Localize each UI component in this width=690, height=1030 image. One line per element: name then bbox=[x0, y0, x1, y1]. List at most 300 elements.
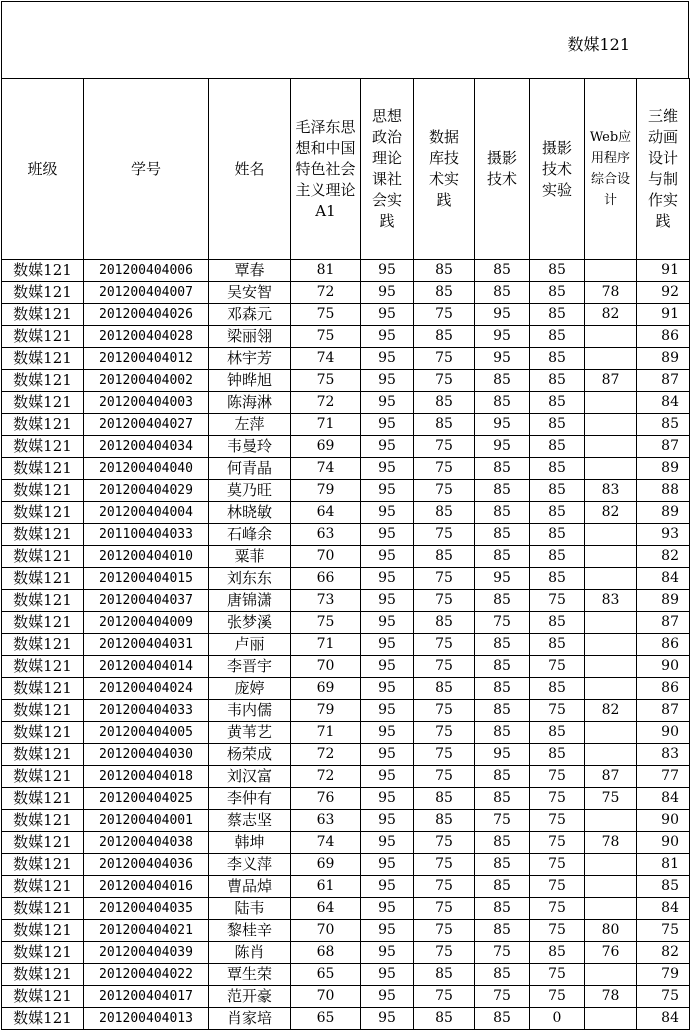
cell-name: 覃春 bbox=[209, 260, 291, 282]
cell-score-photography: 85 bbox=[475, 260, 530, 282]
cell-score-photography-lab: 75 bbox=[530, 898, 585, 920]
cell-score-photography-lab: 75 bbox=[530, 876, 585, 898]
cell-class: 数媒121 bbox=[2, 590, 84, 612]
cell-name: 陈肖 bbox=[209, 942, 291, 964]
cell-score-web-app-design: 82 bbox=[585, 700, 637, 722]
cell-score-mao-theory: 74 bbox=[291, 458, 361, 480]
cell-score-web-app-design: 75 bbox=[585, 788, 637, 810]
header-course-photography-lab: 摄影技术实验 bbox=[530, 79, 585, 260]
cell-score-photography: 85 bbox=[475, 634, 530, 656]
table-row bbox=[2, 876, 690, 898]
cell-name: 莫乃旺 bbox=[209, 480, 291, 502]
table-row bbox=[2, 612, 690, 634]
cell-score-photography-lab: 85 bbox=[530, 568, 585, 590]
cell-score-photography: 95 bbox=[475, 568, 530, 590]
header-course-mao-theory: 毛泽东思想和中国特色社会主义理论A1 bbox=[291, 79, 361, 260]
table-row bbox=[2, 678, 690, 700]
table-row bbox=[2, 458, 690, 480]
cell-score-political-practice: 95 bbox=[361, 898, 414, 920]
cell-score-web-app-design: 80 bbox=[585, 920, 637, 942]
cell-score-photography: 85 bbox=[475, 920, 530, 942]
cell-score-photography: 75 bbox=[475, 810, 530, 832]
cell-score-mao-theory: 64 bbox=[291, 502, 361, 524]
cell-name: 钟晔旭 bbox=[209, 370, 291, 392]
cell-class: 数媒121 bbox=[2, 700, 84, 722]
table-row bbox=[2, 260, 690, 282]
cell-name: 覃生荣 bbox=[209, 964, 291, 986]
cell-score-3d-animation: 83 bbox=[637, 744, 690, 766]
cell-class: 数媒121 bbox=[2, 568, 84, 590]
cell-score-mao-theory: 72 bbox=[291, 766, 361, 788]
cell-score-photography: 85 bbox=[475, 1008, 530, 1030]
cell-score-web-app-design: 82 bbox=[585, 502, 637, 524]
cell-score-3d-animation: 89 bbox=[637, 590, 690, 612]
cell-score-3d-animation: 84 bbox=[637, 898, 690, 920]
cell-score-mao-theory: 71 bbox=[291, 414, 361, 436]
cell-score-database-practice: 75 bbox=[414, 370, 475, 392]
cell-score-photography-lab: 85 bbox=[530, 326, 585, 348]
cell-score-database-practice: 75 bbox=[414, 920, 475, 942]
cell-score-web-app-design bbox=[585, 414, 637, 436]
cell-class: 数媒121 bbox=[2, 480, 84, 502]
cell-score-photography-lab: 85 bbox=[530, 414, 585, 436]
table-row bbox=[2, 524, 690, 546]
cell-score-photography: 95 bbox=[475, 326, 530, 348]
cell-name: 陆韦 bbox=[209, 898, 291, 920]
cell-score-mao-theory: 65 bbox=[291, 964, 361, 986]
cell-score-mao-theory: 75 bbox=[291, 370, 361, 392]
cell-score-database-practice: 75 bbox=[414, 480, 475, 502]
cell-class: 数媒121 bbox=[2, 260, 84, 282]
cell-score-3d-animation: 87 bbox=[637, 700, 690, 722]
cell-score-mao-theory: 81 bbox=[291, 260, 361, 282]
cell-score-political-practice: 95 bbox=[361, 942, 414, 964]
cell-score-mao-theory: 72 bbox=[291, 392, 361, 414]
cell-student-id: 201200404021 bbox=[84, 920, 209, 942]
cell-score-photography-lab: 75 bbox=[530, 810, 585, 832]
cell-score-photography: 85 bbox=[475, 502, 530, 524]
cell-student-id: 201200404002 bbox=[84, 370, 209, 392]
cell-score-photography-lab: 75 bbox=[530, 656, 585, 678]
cell-student-id: 201200404012 bbox=[84, 348, 209, 370]
cell-name: 刘汉富 bbox=[209, 766, 291, 788]
cell-score-photography-lab: 85 bbox=[530, 370, 585, 392]
cell-score-database-practice: 75 bbox=[414, 744, 475, 766]
cell-score-political-practice: 95 bbox=[361, 502, 414, 524]
cell-score-photography-lab: 85 bbox=[530, 348, 585, 370]
cell-score-3d-animation: 86 bbox=[637, 634, 690, 656]
cell-class: 数媒121 bbox=[2, 612, 84, 634]
cell-score-mao-theory: 61 bbox=[291, 876, 361, 898]
cell-name: 左萍 bbox=[209, 414, 291, 436]
cell-class: 数媒121 bbox=[2, 546, 84, 568]
cell-score-political-practice: 95 bbox=[361, 744, 414, 766]
cell-score-database-practice: 75 bbox=[414, 656, 475, 678]
cell-score-database-practice: 85 bbox=[414, 502, 475, 524]
cell-score-web-app-design bbox=[585, 348, 637, 370]
cell-score-political-practice: 95 bbox=[361, 348, 414, 370]
cell-student-id: 201200404030 bbox=[84, 744, 209, 766]
cell-score-photography-lab: 85 bbox=[530, 436, 585, 458]
cell-name: 黄苇艺 bbox=[209, 722, 291, 744]
cell-score-database-practice: 85 bbox=[414, 282, 475, 304]
cell-class: 数媒121 bbox=[2, 788, 84, 810]
cell-name: 韦内儒 bbox=[209, 700, 291, 722]
title-bar bbox=[1, 1, 689, 78]
cell-student-id: 201200404029 bbox=[84, 480, 209, 502]
cell-name: 李义萍 bbox=[209, 854, 291, 876]
table-row bbox=[2, 766, 690, 788]
cell-score-web-app-design bbox=[585, 722, 637, 744]
cell-score-mao-theory: 75 bbox=[291, 612, 361, 634]
cell-score-photography-lab: 75 bbox=[530, 964, 585, 986]
cell-score-web-app-design bbox=[585, 744, 637, 766]
cell-score-political-practice: 95 bbox=[361, 854, 414, 876]
cell-score-web-app-design bbox=[585, 678, 637, 700]
header-course-political-practice: 思想政治理论课社会实践 bbox=[361, 79, 414, 260]
cell-class: 数媒121 bbox=[2, 326, 84, 348]
cell-score-database-practice: 75 bbox=[414, 898, 475, 920]
cell-name: 何青晶 bbox=[209, 458, 291, 480]
cell-score-web-app-design bbox=[585, 546, 637, 568]
table-row bbox=[2, 326, 690, 348]
cell-student-id: 201100404033 bbox=[84, 524, 209, 546]
cell-class: 数媒121 bbox=[2, 898, 84, 920]
cell-score-photography: 95 bbox=[475, 414, 530, 436]
cell-score-web-app-design: 83 bbox=[585, 590, 637, 612]
cell-class: 数媒121 bbox=[2, 722, 84, 744]
cell-name: 唐锦潇 bbox=[209, 590, 291, 612]
cell-score-database-practice: 75 bbox=[414, 524, 475, 546]
table-row bbox=[2, 480, 690, 502]
cell-score-web-app-design: 78 bbox=[585, 282, 637, 304]
cell-score-web-app-design bbox=[585, 524, 637, 546]
cell-score-database-practice: 75 bbox=[414, 458, 475, 480]
cell-score-3d-animation: 89 bbox=[637, 458, 690, 480]
cell-score-mao-theory: 76 bbox=[291, 788, 361, 810]
table-row bbox=[2, 546, 690, 568]
cell-score-database-practice: 75 bbox=[414, 590, 475, 612]
cell-score-database-practice: 85 bbox=[414, 392, 475, 414]
cell-score-database-practice: 85 bbox=[414, 326, 475, 348]
cell-student-id: 201200404017 bbox=[84, 986, 209, 1008]
cell-score-mao-theory: 74 bbox=[291, 832, 361, 854]
cell-score-mao-theory: 63 bbox=[291, 524, 361, 546]
table-row bbox=[2, 568, 690, 590]
cell-score-web-app-design bbox=[585, 568, 637, 590]
cell-score-mao-theory: 70 bbox=[291, 986, 361, 1008]
cell-score-web-app-design bbox=[585, 854, 637, 876]
cell-score-database-practice: 75 bbox=[414, 766, 475, 788]
cell-score-photography: 75 bbox=[475, 612, 530, 634]
table-row bbox=[2, 590, 690, 612]
cell-score-database-practice: 85 bbox=[414, 810, 475, 832]
cell-score-3d-animation: 91 bbox=[637, 260, 690, 282]
cell-student-id: 201200404035 bbox=[84, 898, 209, 920]
cell-score-photography-lab: 85 bbox=[530, 282, 585, 304]
cell-score-web-app-design: 87 bbox=[585, 370, 637, 392]
cell-student-id: 201200404018 bbox=[84, 766, 209, 788]
cell-score-photography-lab: 85 bbox=[530, 678, 585, 700]
cell-student-id: 201200404014 bbox=[84, 656, 209, 678]
table-row bbox=[2, 634, 690, 656]
table-row bbox=[2, 920, 690, 942]
cell-score-database-practice: 85 bbox=[414, 788, 475, 810]
cell-score-photography: 85 bbox=[475, 524, 530, 546]
cell-class: 数媒121 bbox=[2, 436, 84, 458]
cell-student-id: 201200404022 bbox=[84, 964, 209, 986]
cell-name: 杨荣成 bbox=[209, 744, 291, 766]
cell-score-3d-animation: 77 bbox=[637, 766, 690, 788]
cell-name: 刘东东 bbox=[209, 568, 291, 590]
cell-score-political-practice: 95 bbox=[361, 700, 414, 722]
cell-score-photography: 85 bbox=[475, 964, 530, 986]
cell-score-web-app-design: 78 bbox=[585, 986, 637, 1008]
cell-score-mao-theory: 64 bbox=[291, 898, 361, 920]
cell-score-political-practice: 95 bbox=[361, 480, 414, 502]
cell-score-3d-animation: 90 bbox=[637, 810, 690, 832]
cell-score-political-practice: 95 bbox=[361, 546, 414, 568]
cell-score-photography-lab: 85 bbox=[530, 524, 585, 546]
cell-score-web-app-design bbox=[585, 392, 637, 414]
cell-score-web-app-design bbox=[585, 876, 637, 898]
cell-class: 数媒121 bbox=[2, 524, 84, 546]
cell-score-photography-lab: 75 bbox=[530, 590, 585, 612]
cell-score-mao-theory: 72 bbox=[291, 282, 361, 304]
cell-score-photography-lab: 85 bbox=[530, 392, 585, 414]
cell-score-mao-theory: 70 bbox=[291, 920, 361, 942]
cell-score-photography: 95 bbox=[475, 436, 530, 458]
cell-name: 韦曼玲 bbox=[209, 436, 291, 458]
cell-score-3d-animation: 84 bbox=[637, 392, 690, 414]
cell-score-photography: 95 bbox=[475, 744, 530, 766]
cell-score-web-app-design bbox=[585, 458, 637, 480]
cell-score-3d-animation: 87 bbox=[637, 370, 690, 392]
cell-name: 肖家培 bbox=[209, 1008, 291, 1030]
cell-score-political-practice: 95 bbox=[361, 304, 414, 326]
cell-class: 数媒121 bbox=[2, 458, 84, 480]
table-row bbox=[2, 304, 690, 326]
cell-score-photography: 75 bbox=[475, 986, 530, 1008]
header-row bbox=[2, 79, 690, 260]
cell-score-3d-animation: 84 bbox=[637, 1008, 690, 1030]
cell-score-political-practice: 95 bbox=[361, 656, 414, 678]
cell-score-political-practice: 95 bbox=[361, 876, 414, 898]
cell-score-photography: 85 bbox=[475, 722, 530, 744]
header-course-photography: 摄影技术 bbox=[475, 79, 530, 260]
cell-name: 邓森元 bbox=[209, 304, 291, 326]
cell-class: 数媒121 bbox=[2, 942, 84, 964]
cell-score-photography: 85 bbox=[475, 656, 530, 678]
cell-score-3d-animation: 89 bbox=[637, 502, 690, 524]
cell-score-3d-animation: 90 bbox=[637, 656, 690, 678]
cell-name: 吴安智 bbox=[209, 282, 291, 304]
cell-name: 李仲有 bbox=[209, 788, 291, 810]
table-row bbox=[2, 788, 690, 810]
cell-score-3d-animation: 79 bbox=[637, 964, 690, 986]
table-row bbox=[2, 744, 690, 766]
cell-score-photography: 85 bbox=[475, 766, 530, 788]
cell-score-mao-theory: 74 bbox=[291, 348, 361, 370]
cell-score-photography: 95 bbox=[475, 348, 530, 370]
cell-score-political-practice: 95 bbox=[361, 370, 414, 392]
cell-score-mao-theory: 72 bbox=[291, 744, 361, 766]
cell-score-web-app-design bbox=[585, 634, 637, 656]
cell-score-political-practice: 95 bbox=[361, 964, 414, 986]
cell-score-photography: 75 bbox=[475, 942, 530, 964]
table-row bbox=[2, 986, 690, 1008]
cell-score-political-practice: 95 bbox=[361, 260, 414, 282]
cell-score-political-practice: 95 bbox=[361, 414, 414, 436]
cell-score-mao-theory: 63 bbox=[291, 810, 361, 832]
cell-student-id: 201200404001 bbox=[84, 810, 209, 832]
cell-score-political-practice: 95 bbox=[361, 1008, 414, 1030]
cell-score-mao-theory: 79 bbox=[291, 480, 361, 502]
header-name: 姓名 bbox=[209, 79, 291, 260]
cell-class: 数媒121 bbox=[2, 678, 84, 700]
cell-student-id: 201200404025 bbox=[84, 788, 209, 810]
cell-score-photography-lab: 75 bbox=[530, 986, 585, 1008]
cell-score-political-practice: 95 bbox=[361, 832, 414, 854]
cell-score-database-practice: 85 bbox=[414, 414, 475, 436]
cell-score-3d-animation: 87 bbox=[637, 436, 690, 458]
cell-score-photography-lab: 85 bbox=[530, 260, 585, 282]
cell-score-photography: 85 bbox=[475, 898, 530, 920]
cell-score-photography: 85 bbox=[475, 854, 530, 876]
cell-name: 林晓敏 bbox=[209, 502, 291, 524]
table-row bbox=[2, 832, 690, 854]
cell-student-id: 201200404034 bbox=[84, 436, 209, 458]
cell-student-id: 201200404007 bbox=[84, 282, 209, 304]
cell-score-web-app-design bbox=[585, 964, 637, 986]
cell-name: 林宇芳 bbox=[209, 348, 291, 370]
cell-score-web-app-design bbox=[585, 326, 637, 348]
table-row bbox=[2, 348, 690, 370]
header-course-web-app-design: Web应用程序综合设计 bbox=[585, 79, 637, 260]
cell-score-political-practice: 95 bbox=[361, 920, 414, 942]
cell-score-database-practice: 85 bbox=[414, 678, 475, 700]
cell-score-photography-lab: 85 bbox=[530, 744, 585, 766]
cell-score-3d-animation: 87 bbox=[637, 612, 690, 634]
cell-score-political-practice: 95 bbox=[361, 788, 414, 810]
cell-score-political-practice: 95 bbox=[361, 392, 414, 414]
cell-score-3d-animation: 92 bbox=[637, 282, 690, 304]
cell-name: 石峰余 bbox=[209, 524, 291, 546]
cell-class: 数媒121 bbox=[2, 634, 84, 656]
cell-score-photography: 85 bbox=[475, 370, 530, 392]
cell-score-political-practice: 95 bbox=[361, 524, 414, 546]
cell-score-database-practice: 75 bbox=[414, 876, 475, 898]
table-row bbox=[2, 942, 690, 964]
cell-score-3d-animation: 82 bbox=[637, 942, 690, 964]
cell-score-database-practice: 75 bbox=[414, 942, 475, 964]
header-class: 班级 bbox=[2, 79, 84, 260]
table-row bbox=[2, 436, 690, 458]
cell-score-web-app-design bbox=[585, 436, 637, 458]
cell-student-id: 201200404027 bbox=[84, 414, 209, 436]
cell-score-political-practice: 95 bbox=[361, 810, 414, 832]
cell-score-photography-lab: 75 bbox=[530, 788, 585, 810]
cell-class: 数媒121 bbox=[2, 810, 84, 832]
cell-score-3d-animation: 86 bbox=[637, 678, 690, 700]
cell-score-3d-animation: 85 bbox=[637, 876, 690, 898]
cell-score-3d-animation: 85 bbox=[637, 414, 690, 436]
cell-name: 范开豪 bbox=[209, 986, 291, 1008]
cell-class: 数媒121 bbox=[2, 370, 84, 392]
cell-score-political-practice: 95 bbox=[361, 986, 414, 1008]
cell-score-database-practice: 75 bbox=[414, 568, 475, 590]
cell-score-mao-theory: 68 bbox=[291, 942, 361, 964]
cell-name: 曹品焯 bbox=[209, 876, 291, 898]
cell-class: 数媒121 bbox=[2, 744, 84, 766]
cell-score-mao-theory: 70 bbox=[291, 656, 361, 678]
cell-score-political-practice: 95 bbox=[361, 326, 414, 348]
cell-score-political-practice: 95 bbox=[361, 458, 414, 480]
table-row bbox=[2, 656, 690, 678]
cell-student-id: 201200404010 bbox=[84, 546, 209, 568]
grade-table-body bbox=[2, 260, 690, 1030]
cell-score-web-app-design: 82 bbox=[585, 304, 637, 326]
cell-score-photography: 85 bbox=[475, 832, 530, 854]
cell-score-database-practice: 75 bbox=[414, 304, 475, 326]
cell-student-id: 201200404006 bbox=[84, 260, 209, 282]
cell-score-mao-theory: 65 bbox=[291, 1008, 361, 1030]
cell-score-web-app-design bbox=[585, 898, 637, 920]
cell-score-3d-animation: 91 bbox=[637, 304, 690, 326]
cell-score-web-app-design bbox=[585, 260, 637, 282]
cell-score-photography: 85 bbox=[475, 876, 530, 898]
cell-score-mao-theory: 69 bbox=[291, 678, 361, 700]
table-row bbox=[2, 1008, 690, 1030]
cell-score-database-practice: 75 bbox=[414, 986, 475, 1008]
table-row bbox=[2, 898, 690, 920]
cell-score-photography-lab: 85 bbox=[530, 546, 585, 568]
cell-student-id: 201200404039 bbox=[84, 942, 209, 964]
cell-score-photography-lab: 75 bbox=[530, 920, 585, 942]
cell-student-id: 201200404031 bbox=[84, 634, 209, 656]
cell-score-mao-theory: 75 bbox=[291, 304, 361, 326]
table-row bbox=[2, 700, 690, 722]
cell-score-database-practice: 75 bbox=[414, 700, 475, 722]
cell-class: 数媒121 bbox=[2, 766, 84, 788]
cell-score-political-practice: 95 bbox=[361, 634, 414, 656]
grade-table bbox=[1, 78, 690, 1030]
cell-score-mao-theory: 70 bbox=[291, 546, 361, 568]
cell-score-database-practice: 85 bbox=[414, 612, 475, 634]
cell-score-3d-animation: 75 bbox=[637, 986, 690, 1008]
cell-score-database-practice: 75 bbox=[414, 854, 475, 876]
cell-class: 数媒121 bbox=[2, 876, 84, 898]
cell-score-web-app-design: 87 bbox=[585, 766, 637, 788]
cell-score-photography: 85 bbox=[475, 546, 530, 568]
cell-score-photography-lab: 75 bbox=[530, 700, 585, 722]
cell-score-database-practice: 75 bbox=[414, 722, 475, 744]
table-row bbox=[2, 722, 690, 744]
cell-score-3d-animation: 90 bbox=[637, 722, 690, 744]
cell-name: 李晋宇 bbox=[209, 656, 291, 678]
cell-student-id: 201200404005 bbox=[84, 722, 209, 744]
cell-name: 粟菲 bbox=[209, 546, 291, 568]
cell-student-id: 201200404026 bbox=[84, 304, 209, 326]
cell-score-3d-animation: 84 bbox=[637, 788, 690, 810]
cell-name: 张梦溪 bbox=[209, 612, 291, 634]
grade-sheet bbox=[1, 1, 689, 1030]
cell-class: 数媒121 bbox=[2, 656, 84, 678]
cell-name: 黎桂辛 bbox=[209, 920, 291, 942]
table-row bbox=[2, 414, 690, 436]
cell-name: 陈海淋 bbox=[209, 392, 291, 414]
cell-class: 数媒121 bbox=[2, 348, 84, 370]
